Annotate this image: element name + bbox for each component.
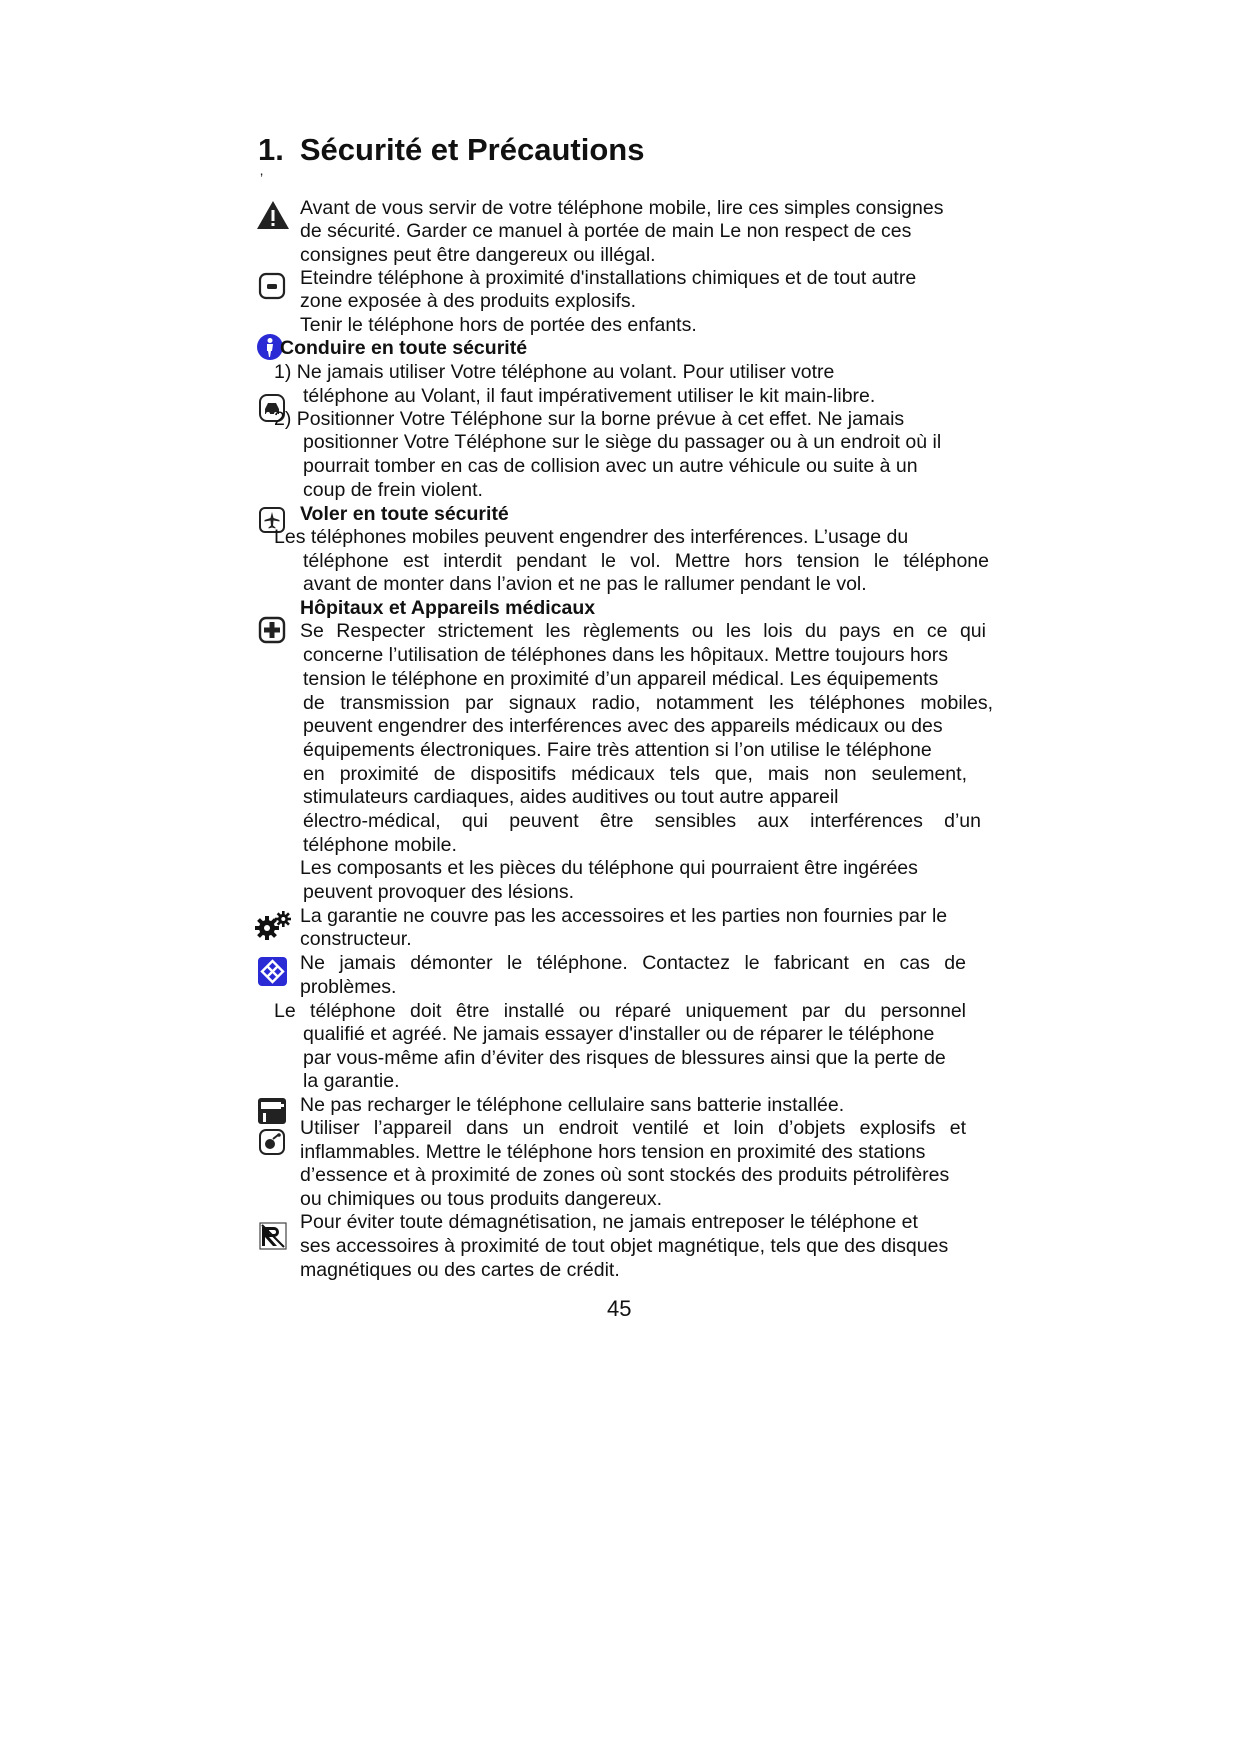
text-line: ou chimiques ou tous produits dangereux. xyxy=(300,1188,663,1210)
text-line: zone exposée à des produits explosifs. xyxy=(300,290,637,312)
text-line: Ne pas recharger le téléphone cellulaire sans batterie installée. xyxy=(300,1094,845,1116)
text-line: Tenir le téléphone hors de portée des enfants. xyxy=(300,314,697,336)
section-heading-flying: Voler en toute sécurité xyxy=(300,503,509,525)
text-line: Pour éviter toute démagnétisation, ne jamais entreposer le téléphone et xyxy=(300,1211,918,1233)
phone-off-icon xyxy=(258,272,286,300)
text-line: d’essence et à proximité de zones où sont stockés des produits pétrolifères xyxy=(300,1164,950,1186)
text-line: Les composants et les pièces du téléphone qui pourraient être ingérées xyxy=(300,857,918,879)
section-heading-hospitals: Hôpitaux et Appareils médicaux xyxy=(300,597,596,619)
gears-icon xyxy=(254,910,292,942)
text-line: téléphone est interdit pendant le vol. Mettre hors tension le téléphone xyxy=(303,550,989,572)
text-line: de sécurité. Garder ce manuel à portée de main Le non respect de ces xyxy=(300,220,912,242)
text-line: la garantie. xyxy=(303,1070,400,1092)
text-line: consignes peut être dangereux ou illégal. xyxy=(300,244,656,266)
text-line: problèmes. xyxy=(300,976,397,998)
warning-icon xyxy=(256,200,290,230)
text-line: pourrait tomber en cas de collision avec un autre véhicule ou suite à un xyxy=(303,455,918,477)
text-line: inflammables. Mettre le téléphone hors tension en proximité des stations xyxy=(300,1141,926,1163)
title-text: Sécurité et Précautions xyxy=(299,132,645,167)
text-line: de transmission par signaux radio, notamment les téléphones mobiles, xyxy=(303,692,993,714)
text-line: téléphone mobile. xyxy=(303,834,457,856)
text-line: Eteindre téléphone à proximité d'installations chimiques et de tout autre xyxy=(300,267,917,289)
battery-icon xyxy=(257,1097,287,1125)
text-line: qualifié et agréé. Ne jamais essayer d'installer ou de réparer le téléphone xyxy=(303,1023,935,1045)
fuel-phone-icon xyxy=(258,1128,286,1156)
text-line: Les téléphones mobiles peuvent engendrer des interférences. L’usage du xyxy=(274,526,909,548)
text-line: ses accessoires à proximité de tout objet magnétique, tels que des disques xyxy=(300,1235,949,1257)
text-line: constructeur. xyxy=(300,928,412,950)
text-line: Ne jamais démonter le téléphone. Contactez le fabricant en cas de xyxy=(300,952,966,974)
no-dismantle-icon xyxy=(257,956,288,987)
text-line: avant de monter dans l’avion et ne pas le rallumer pendant le vol. xyxy=(303,573,867,595)
text-line: électro-médical, qui peuvent être sensibles aux interférences d’un xyxy=(303,810,981,832)
text-line: téléphone au Volant, il faut impérativement utiliser le kit main-libre. xyxy=(303,385,876,407)
page-number: 45 xyxy=(607,1296,632,1321)
page-title xyxy=(258,132,644,168)
text-line: positionner Votre Téléphone sur le siège du passager ou à un endroit où il xyxy=(303,431,942,453)
text-line: tension le téléphone en proximité d’un appareil médical. Les équipements xyxy=(303,668,939,690)
text-line: 1) Ne jamais utiliser Votre téléphone au volant. Pour utiliser votre xyxy=(274,361,835,383)
text-line: coup de frein violent. xyxy=(303,479,483,501)
text-line: concerne l’utilisation de téléphones dans les hôpitaux. Mettre toujours hors xyxy=(303,644,948,666)
text-line: Avant de vous servir de votre téléphone mobile, lire ces simples consignes xyxy=(300,197,944,219)
magnet-icon xyxy=(259,1222,287,1250)
text-line: stimulateurs cardiaques, aides auditives ou tout autre appareil xyxy=(303,786,839,808)
text-line: en proximité de dispositifs médicaux tels que, mais non seulement, xyxy=(303,763,967,785)
text-line: équipements électroniques. Faire très attention si l’on utilise le téléphone xyxy=(303,739,932,761)
text-line: Se Respecter strictement les règlements ou les lois du pays en ce qui xyxy=(300,620,986,642)
title-number: 1. xyxy=(258,132,284,167)
text-line: par vous-même afin d’éviter des risques de blessures ainsi que la perte de xyxy=(303,1047,946,1069)
text-line: La garantie ne couvre pas les accessoires et les parties non fournies par le xyxy=(300,905,948,927)
text-line: peuvent engendrer des interférences avec des appareils médicaux ou des xyxy=(303,715,943,737)
section-heading-driving: Conduire en toute sécurité xyxy=(280,337,528,359)
text-line: magnétiques ou des cartes de crédit. xyxy=(300,1259,620,1281)
medical-cross-icon xyxy=(258,616,286,644)
stray-mark: ’ xyxy=(260,170,264,186)
text-line: Utiliser l’appareil dans un endroit ventilé et loin d’objets explosifs et xyxy=(300,1117,966,1139)
text-line: peuvent provoquer des lésions. xyxy=(303,881,575,903)
text-line: 2) Positionner Votre Téléphone sur la borne prévue à cet effet. Ne jamais xyxy=(274,408,905,430)
text-line: Le téléphone doit être installé ou réparé uniquement par du personnel xyxy=(274,1000,966,1022)
